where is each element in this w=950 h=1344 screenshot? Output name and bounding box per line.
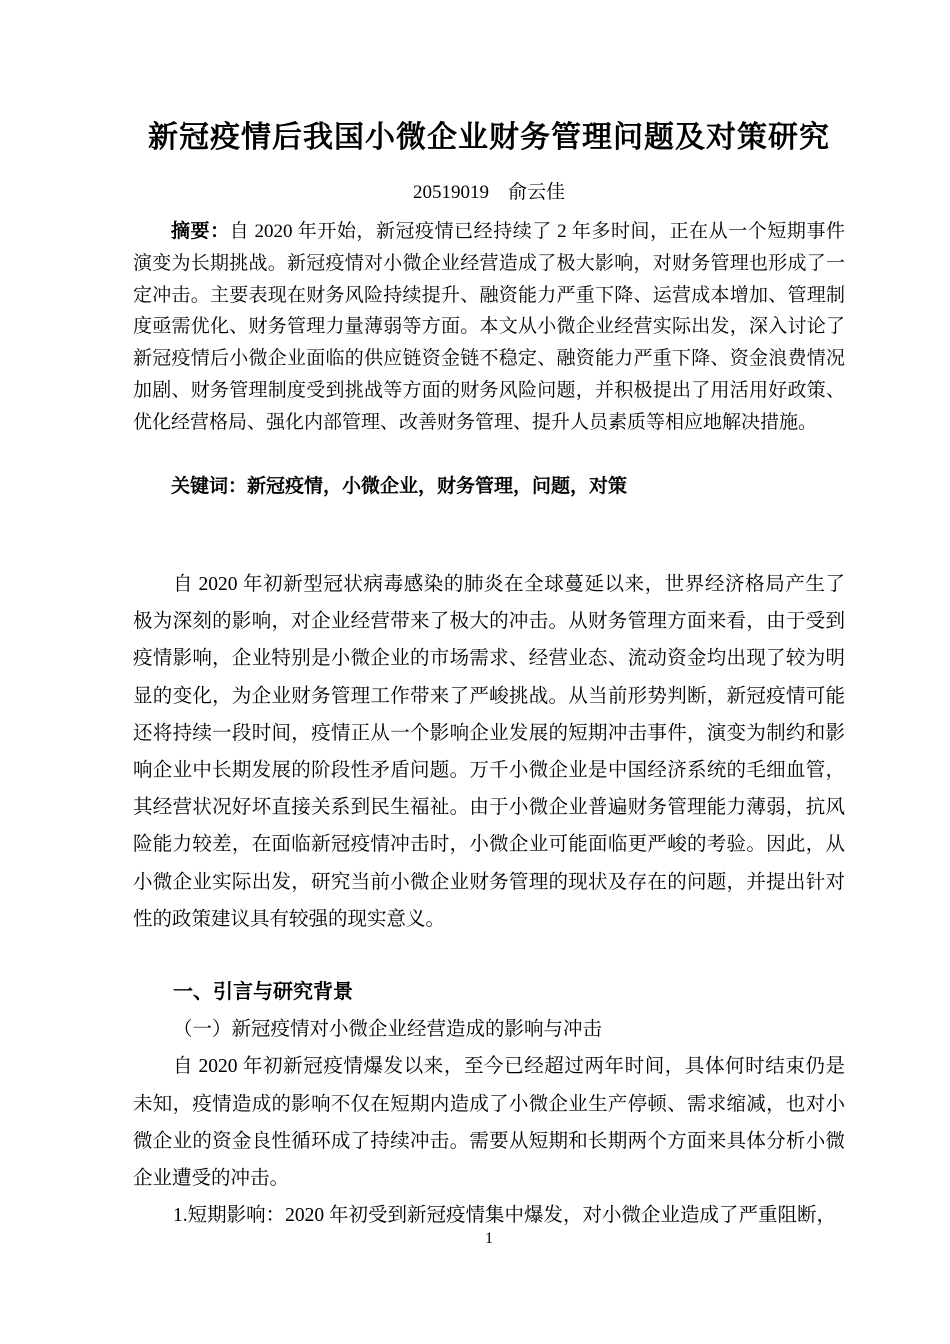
keywords-text: 新冠疫情，小微企业，财务管理，问题，对策: [247, 476, 628, 497]
section-1-subheading: （一）新冠疫情对小微企业经营造成的影响与冲击: [173, 1019, 603, 1041]
body-paragraph-2: 自 2020 年初新冠疫情爆发以来，至今已经超过两年时间，具体何时结束仍是未知，疫情造成的影响不仅在短期内造成了小微企业生产停顿、需求缩减，也对小微企业的资金良性循环成了持续冲击。需要从短期和长期两个方面来具体分析小微企业遭受的冲击。: [133, 1056, 845, 1190]
paper-title: 新冠疫情后我国小微企业财务管理问题及对策研究: [148, 121, 830, 154]
body-paragraph-3: 1.短期影响：2020 年初受到新冠疫情集中爆发，对小微企业造成了严重阻断，: [173, 1205, 837, 1227]
section-1: [133, 974, 845, 1234]
author-line: 20519019 俞云佳: [412, 182, 565, 203]
body-paragraph-1: 自 2020 年初新型冠状病毒感染的肺炎在全球蔓延以来，世界经济格局产生了极为深刻的影响，对企业经营带来了极大的冲击。从财务管理方面来看，由于受到疫情影响，企业特别是小微企业的市场需求、经营业态、流动资金均出现了较为明显的变化，为企业财务管理工作带来了严峻挑战。从当前形势判断，新冠疫情可能还将持续一段时间，疫情正从一个影响企业发展的短期冲击事件，演变为制约和影响企业中长期发展的阶段性矛盾问题。万千小微企业是中国经济系统的毛细血管，其经营状况好坏直接关系到民生福祉。由于小微企业普遍财务管理能力薄弱，抗风险能力较差，在面临新冠疫情冲击时，小微企业可能面临更严峻的考验。因此，从小微企业实际出发，研究当前小微企业财务管理的现状及存在的问题，并提出针对性的政策建议具有较强的现实意义。: [133, 574, 845, 930]
abstract-text: 自 2020 年开始，新冠疫情已经持续了 2 年多时间，正在从一个短期事件演变为长期挑战。新冠疫情对小微企业经营造成了极大影响，对财务管理也形成了一定冲击。主要表现在财务风险持续提升、融资能力严重下降、运营成本增加、管理制度亟需优化、财务管理力量薄弱等方面。本文从小微企业经营实际出发，深入讨论了新冠疫情后小微企业面临的供应链资金链不稳定、融资能力严重下降、资金浪费情况加剧、财务管理制度受到挑战等方面的财务风险问题，并积极提出了用活用好政策、优化经营格局、强化内部管理、改善财务管理、提升人员素质等相应地解决措施。: [133, 221, 845, 433]
keywords-line: [133, 471, 845, 503]
keywords-label: 关键词：: [171, 476, 248, 497]
section-1-heading: 一、引言与研究背景: [173, 981, 353, 1003]
page-number: 1: [485, 1230, 493, 1247]
abstract-paragraph: [133, 216, 845, 439]
abstract-label: 摘要：: [171, 221, 230, 242]
